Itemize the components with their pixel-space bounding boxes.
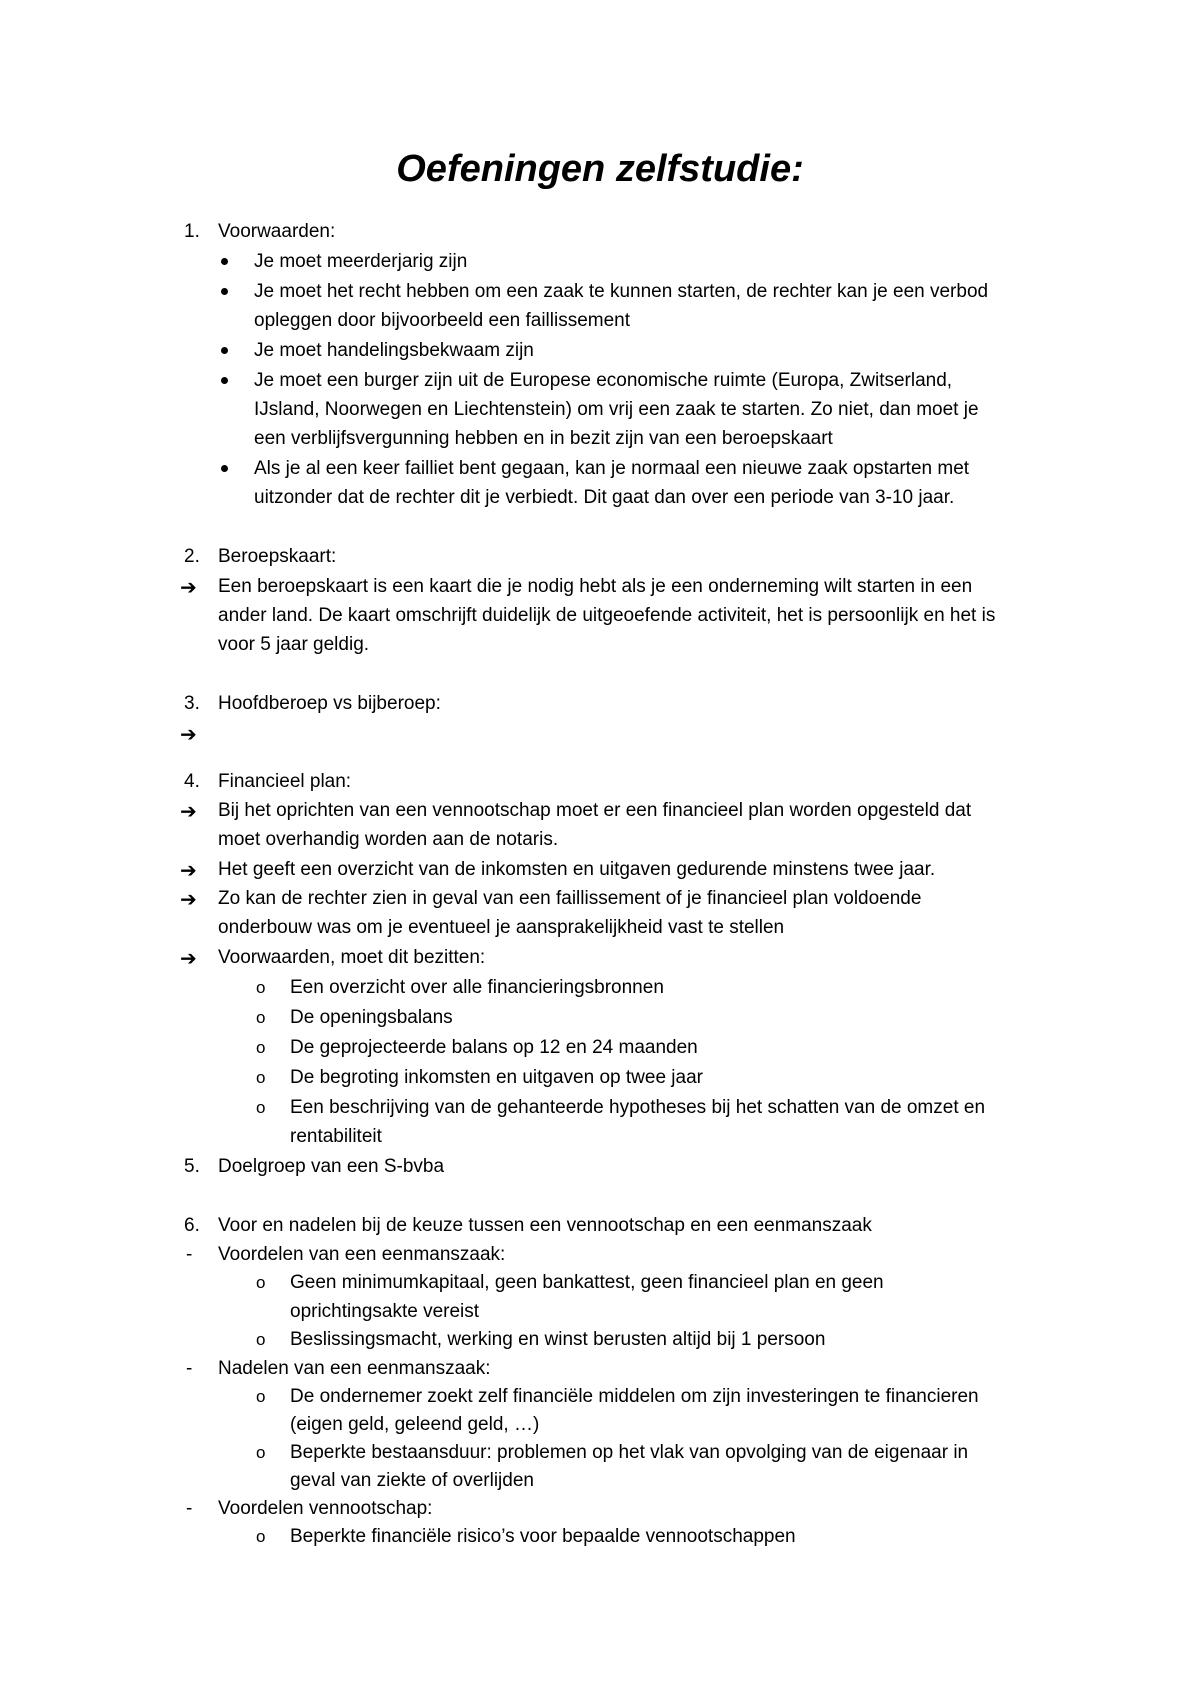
bullet-icon	[221, 347, 228, 354]
arrow-right-icon: ➔	[180, 722, 197, 746]
bullet-icon	[221, 258, 228, 265]
arrow-right-icon: ➔	[180, 799, 197, 823]
dash-bullet-icon: -	[186, 1498, 193, 1519]
circle-bullet-icon: o	[256, 1008, 266, 1027]
section-number: 5.	[184, 1156, 200, 1177]
circle-bullet-icon: o	[256, 1038, 266, 1057]
sub-item: rentabiliteit	[290, 1126, 382, 1147]
page-title: Oefeningen zelfstudie:	[396, 148, 804, 190]
paragraph-line: Het geeft een overzicht van de inkomsten en uitgaven gedurende minstens twee jaar.	[218, 859, 936, 880]
list-item: Je moet handelingsbekwaam zijn	[254, 340, 534, 361]
arrow-right-icon: ➔	[180, 887, 197, 911]
sub-item: oprichtingsakte vereist	[290, 1301, 480, 1322]
bullet-icon	[221, 465, 228, 472]
section-heading: Voor en nadelen bij de keuze tussen een vennootschap en een eenmanszaak	[218, 1215, 872, 1236]
section-number: 4.	[184, 771, 200, 792]
section-number: 2.	[184, 546, 200, 567]
dash-bullet-icon: -	[186, 1358, 193, 1379]
section-number: 1.	[184, 221, 200, 242]
group-label: Voordelen vennootschap:	[218, 1498, 433, 1519]
bullet-icon	[221, 288, 228, 295]
list-item: opleggen door bijvoorbeeld een faillissement	[254, 310, 631, 331]
sub-item: Een beschrijving van de gehanteerde hypotheses bij het schatten van de omzet en	[290, 1097, 986, 1118]
list-item: Als je al een keer failliet bent gegaan, kan je normaal een nieuwe zaak opstarten met	[254, 458, 970, 479]
section-heading: Hoofdberoep vs bijberoep:	[218, 693, 441, 714]
circle-bullet-icon: o	[256, 1273, 266, 1292]
sub-item: Een overzicht over alle financieringsbronnen	[290, 977, 664, 998]
arrow-right-icon: ➔	[180, 946, 197, 970]
sub-item: geval van ziekte of overlijden	[290, 1470, 534, 1491]
list-item: IJsland, Noorwegen en Liechtenstein) om vrij een zaak te starten. Zo niet, dan moet je	[254, 399, 979, 420]
paragraph-line: Voorwaarden, moet dit bezitten:	[218, 947, 486, 968]
paragraph-line: Een beroepskaart is een kaart die je nodig hebt als je een onderneming wilt starten in een	[218, 576, 973, 597]
list-item: een verblijfsvergunning hebben en in bezit zijn van een beroepskaart	[254, 428, 833, 449]
group-label: Nadelen van een eenmanszaak:	[218, 1358, 491, 1379]
paragraph-line: Bij het oprichten van een vennootschap moet er een financieel plan worden opgesteld dat	[218, 800, 972, 821]
circle-bullet-icon: o	[256, 1443, 266, 1462]
circle-bullet-icon: o	[256, 978, 266, 997]
arrow-right-icon: ➔	[180, 575, 197, 599]
sub-item: Geen minimumkapitaal, geen bankattest, geen financieel plan en geen	[290, 1272, 884, 1293]
paragraph-line: Zo kan de rechter zien in geval van een faillissement of je financieel plan voldoende	[218, 888, 922, 909]
sub-item: De ondernemer zoekt zelf financiële middelen om zijn investeringen te financieren	[290, 1386, 979, 1407]
section-heading: Beroepskaart:	[218, 546, 337, 567]
circle-bullet-icon: o	[256, 1098, 266, 1117]
sub-item: (eigen geld, geleend geld, …)	[290, 1414, 540, 1435]
list-item: uitzonder dat de rechter dit je verbiedt. Dit gaat dan over een periode van 3-10 jaar.	[254, 487, 955, 508]
sub-item: Beperkte financiële risico’s voor bepaalde vennootschappen	[290, 1526, 796, 1547]
sub-item: Beperkte bestaansduur: problemen op het vlak van opvolging van de eigenaar in	[290, 1442, 969, 1463]
sub-item: De openingsbalans	[290, 1007, 453, 1028]
sub-item: De begroting inkomsten en uitgaven op twee jaar	[290, 1067, 703, 1088]
list-item: Je moet een burger zijn uit de Europese economische ruimte (Europa, Zwitserland,	[254, 370, 953, 391]
circle-bullet-icon: o	[256, 1527, 266, 1546]
dash-bullet-icon: -	[186, 1244, 193, 1265]
section-heading: Voorwaarden:	[218, 221, 336, 242]
group-label: Voordelen van een eenmanszaak:	[218, 1244, 506, 1265]
list-item: Je moet meerderjarig zijn	[254, 251, 468, 272]
bullet-icon	[221, 377, 228, 384]
circle-bullet-icon: o	[256, 1068, 266, 1087]
paragraph-line: voor 5 jaar geldig.	[218, 634, 370, 655]
circle-bullet-icon: o	[256, 1330, 266, 1349]
sub-item: Beslissingsmacht, werking en winst berusten altijd bij 1 persoon	[290, 1329, 826, 1350]
paragraph-line: onderbouw was om je eventueel je aansprakelijkheid vast te stellen	[218, 917, 785, 938]
paragraph-line: ander land. De kaart omschrijft duidelijk de uitgeoefende activiteit, het is persoonlijk en het is	[218, 605, 996, 626]
list-item: Je moet het recht hebben om een zaak te kunnen starten, de rechter kan je een verbod	[254, 281, 989, 302]
section-number: 6.	[184, 1215, 200, 1236]
paragraph-line: moet overhandig worden aan de notaris.	[218, 829, 559, 850]
arrow-right-icon: ➔	[180, 858, 197, 882]
circle-bullet-icon: o	[256, 1387, 266, 1406]
section-number: 3.	[184, 693, 200, 714]
section-heading: Doelgroep van een S-bvba	[218, 1156, 445, 1177]
sub-item: De geprojecteerde balans op 12 en 24 maanden	[290, 1037, 698, 1058]
section-heading: Financieel plan:	[218, 771, 352, 792]
